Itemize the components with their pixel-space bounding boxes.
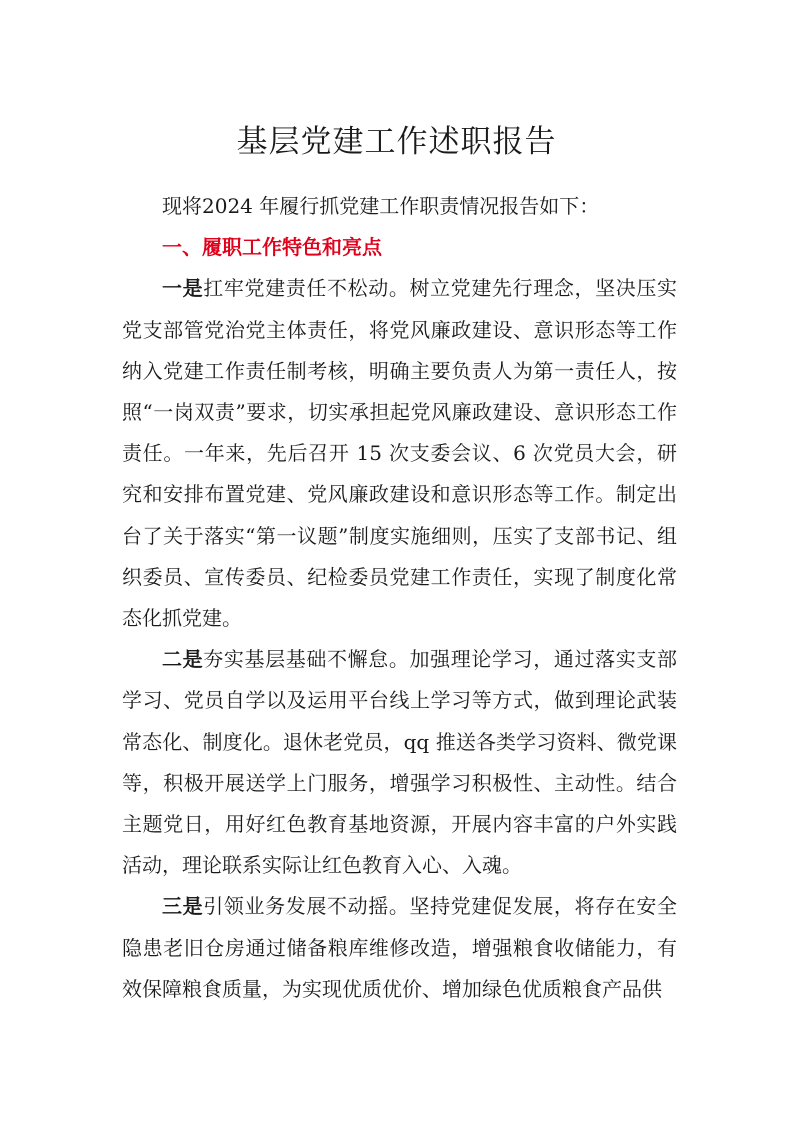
- intro-paragraph: 现将2024 年履行抓党建工作职责情况报告如下：: [162, 194, 600, 218]
- section-heading: 一、履职工作特色和亮点: [162, 235, 382, 260]
- paragraph-3-text: 引领业务发展不动摇。坚持党建促发展，将存在安全隐患老旧仓房通过储备粮库维修改造，增强粮食收储能力，有效保障粮食质量，为实现优质优价、增加绿色优质粮食产品供: [122, 894, 677, 1001]
- paragraph-3-lead: 三是: [162, 894, 204, 919]
- document-title: 基层党建工作述职报告: [236, 124, 557, 160]
- paragraph-2-lead: 二是: [162, 647, 204, 672]
- paragraph-3: [122, 886, 677, 1010]
- paragraph-1-text: 扛牢党建责任不松动。树立党建先行理念，坚决压实党支部管党治党主体责任，将党风廉政建设、意识形态等工作纳入党建工作责任制考核，明确主要负责人为第一责任人，按照“一岗双责”要求，切实承担起党风廉政建设、意识形态工作责任。一年来，先后召开 15 次支委会议、6 次党员大会，研究和安排布置党建、党风廉政建设和意识形态等工作。制定出台了关于落实“第一议题”制度实施细则，压实了支部书记、组织委员、宣传委员、纪检委员党建工作责任，实现了制度化常态化抓党建。: [122, 276, 677, 631]
- paragraph-2: [122, 639, 677, 886]
- paragraph-1: [122, 268, 677, 639]
- paragraph-2-text: 夯实基层基础不懈怠。加强理论学习，通过落实支部学习、党员自学以及运用平台线上学习等方式，做到理论武装常态化、制度化。退休老党员，qq 推送各类学习资料、微党课等，积极开展送学上门服务，增强学习积极性、主动性。结合主题党日，用好红色教育基地资源，开展内容丰富的户外实践活动，理论联系实际让红色教育入心、入魂。: [122, 647, 677, 878]
- paragraph-1-lead: 一是: [162, 276, 204, 301]
- document-body: [122, 186, 677, 1010]
